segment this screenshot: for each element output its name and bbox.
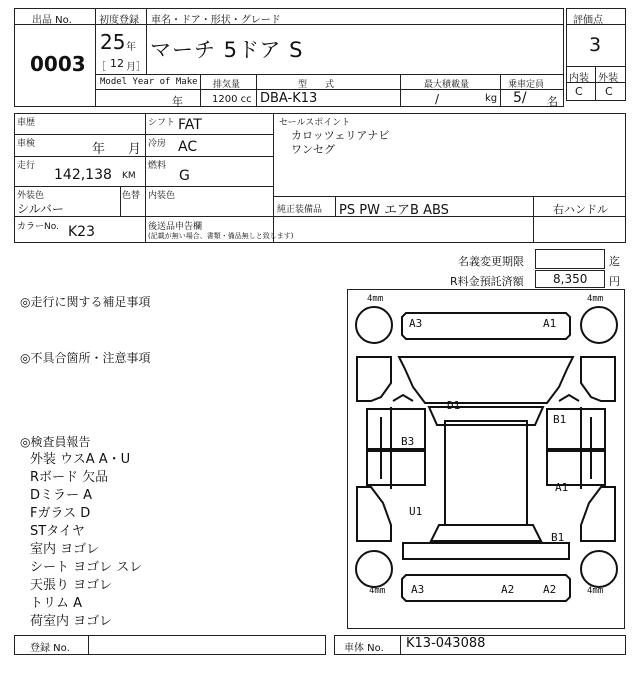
wheel-rear-left bbox=[356, 551, 392, 587]
int-color-label: 内装色 bbox=[148, 191, 176, 201]
ac-label: 冷房 bbox=[148, 139, 167, 149]
tire-tr-label: 4mm bbox=[587, 294, 604, 304]
recycle-unit: 円 bbox=[609, 275, 620, 288]
steering-value: 右ハンドル bbox=[553, 203, 608, 216]
mileage-unit: KM bbox=[122, 171, 136, 181]
ext-color-label: 外装色 bbox=[17, 191, 45, 201]
first-reg-label: 初度登録 bbox=[99, 15, 139, 26]
post-delivery-note: (記載が無い場合、書類・備品無しと致します) bbox=[148, 232, 294, 240]
reg-year: 25 bbox=[100, 30, 126, 54]
recycle-amount: 8,350 bbox=[553, 272, 588, 286]
report-line: シート ヨゴレ スレ bbox=[30, 560, 143, 575]
displacement-label: 排気量 bbox=[213, 80, 241, 90]
tire-tl-label: 4mm bbox=[367, 294, 384, 304]
color-no-value: K23 bbox=[68, 224, 95, 240]
chassis-label: 車体 No. bbox=[344, 643, 384, 654]
wheel-front-left bbox=[356, 307, 392, 343]
car-name-label: 車名・ドア・形状・グレード bbox=[151, 15, 281, 26]
left-rear-door bbox=[367, 451, 425, 485]
shift-label: シフト bbox=[148, 118, 176, 128]
damage-mark: B1 bbox=[553, 413, 567, 426]
report-line: トリム A bbox=[30, 596, 83, 611]
mileage-value: 142,138 bbox=[54, 167, 112, 183]
fuel-value: G bbox=[179, 168, 190, 184]
history-label: 車歴 bbox=[17, 118, 36, 128]
overall-score: 3 bbox=[589, 34, 602, 56]
inspection-year: 年 bbox=[92, 142, 106, 157]
interior-score-label: 内装 bbox=[569, 73, 589, 84]
model-year-label: Model Year of Make bbox=[100, 77, 198, 87]
post-delivery-label: 後送品申告欄 bbox=[148, 222, 203, 232]
damage-mark: A3 bbox=[411, 583, 425, 596]
right-rear-fender bbox=[581, 487, 615, 541]
hood bbox=[399, 357, 573, 403]
capacity-value: 5/ bbox=[513, 90, 527, 106]
left-front-door bbox=[367, 409, 425, 449]
tailgate bbox=[403, 543, 569, 559]
name-change-label: 名義変更期限 bbox=[458, 255, 524, 268]
repaint-label: 色替 bbox=[122, 191, 141, 201]
tire-br-label: 4mm bbox=[587, 586, 604, 596]
defects-label: ◎不具合箇所・注意事項 bbox=[20, 351, 151, 365]
reg-month-open: ［ bbox=[96, 62, 106, 73]
right-mirror bbox=[559, 395, 579, 401]
rear-glass bbox=[431, 525, 541, 541]
max-load-unit: kg bbox=[485, 93, 498, 104]
reg-year-unit: 年 bbox=[126, 42, 136, 53]
damage-mark: B1 bbox=[551, 531, 565, 544]
model-code-label: 型 式 bbox=[298, 80, 335, 90]
model-year-suffix: 年 bbox=[172, 95, 183, 108]
damage-mark: D1 bbox=[447, 399, 461, 412]
report-line: 荷室内 ヨゴレ bbox=[30, 614, 113, 629]
report-line: Dミラー A bbox=[30, 488, 93, 503]
mileage-label: 走行 bbox=[17, 161, 36, 171]
shift-value: FAT bbox=[178, 117, 202, 133]
equipment-label: 純正装備品 bbox=[277, 205, 323, 215]
right-rear-door bbox=[547, 451, 605, 485]
driving-notes-label: ◎走行に関する補足事項 bbox=[20, 295, 151, 309]
damage-mark: A1 bbox=[543, 317, 557, 330]
max-load-label: 最大積載量 bbox=[424, 80, 470, 90]
ext-color-value: シルバー bbox=[17, 202, 64, 216]
inspection-month: 月 bbox=[128, 142, 142, 157]
tire-bl-label: 4mm bbox=[369, 586, 386, 596]
displacement-value: 1200 cc bbox=[212, 94, 252, 105]
ac-value: AC bbox=[178, 139, 198, 155]
name-change-unit: 迄 bbox=[609, 255, 620, 268]
reg-month-unit: 月］ bbox=[126, 62, 146, 73]
damage-mark: A1 bbox=[555, 481, 569, 494]
color-no-label: カラーNo. bbox=[17, 222, 59, 232]
car-diagram bbox=[347, 289, 625, 629]
damage-mark: A2 bbox=[543, 583, 557, 596]
interior-score: C bbox=[575, 85, 583, 98]
exterior-score-label: 外装 bbox=[598, 73, 618, 84]
damage-mark: U1 bbox=[409, 505, 423, 518]
right-front-fender bbox=[581, 357, 615, 401]
score-label: 評価点 bbox=[573, 15, 603, 26]
report-line: STタイヤ bbox=[30, 524, 85, 539]
inspection-label: 車検 bbox=[17, 139, 36, 149]
max-load-value: / bbox=[435, 92, 440, 106]
wheel-rear-right bbox=[581, 551, 617, 587]
sales-point-1: カロッツェリアナビ bbox=[291, 129, 390, 142]
car-name: マーチ 5ドア S bbox=[150, 38, 304, 62]
exterior-score: C bbox=[605, 85, 613, 98]
wheel-front-right bbox=[581, 307, 617, 343]
lot-no-label: 出品 No. bbox=[32, 15, 72, 26]
left-rear-fender bbox=[357, 487, 391, 541]
damage-mark: A3 bbox=[409, 317, 423, 330]
equipment-value: PS PW エアB ABS bbox=[339, 203, 449, 218]
chassis-number: K13-043088 bbox=[406, 636, 486, 651]
roof bbox=[445, 421, 527, 525]
capacity-label: 乗車定員 bbox=[508, 80, 545, 90]
reg-no-label: 登録 No. bbox=[30, 643, 70, 654]
model-code: DBA-K13 bbox=[260, 91, 318, 106]
inspector-report-label: ◎検査員報告 bbox=[20, 435, 91, 449]
fuel-label: 燃料 bbox=[148, 161, 167, 171]
sales-points-label: セールスポイント bbox=[279, 118, 351, 128]
sales-point-2: ワンセグ bbox=[291, 143, 335, 156]
recycle-label: R料金預託済額 bbox=[450, 275, 524, 288]
lot-number: 0003 bbox=[30, 52, 86, 76]
damage-mark: A2 bbox=[501, 583, 515, 596]
reg-month: 12 bbox=[110, 57, 124, 70]
report-line: Fガラス D bbox=[30, 506, 91, 521]
report-line: 室内 ヨゴレ bbox=[30, 542, 100, 557]
capacity-unit: 名 bbox=[547, 95, 558, 108]
report-line: 天張り ヨゴレ bbox=[30, 578, 113, 593]
damage-mark: B3 bbox=[401, 435, 415, 448]
report-line: 外装 ウスA A・U bbox=[30, 452, 131, 467]
report-line: Rボード 欠品 bbox=[30, 470, 109, 485]
left-mirror bbox=[393, 395, 413, 401]
left-front-fender bbox=[357, 357, 391, 401]
name-change-field bbox=[535, 249, 605, 269]
